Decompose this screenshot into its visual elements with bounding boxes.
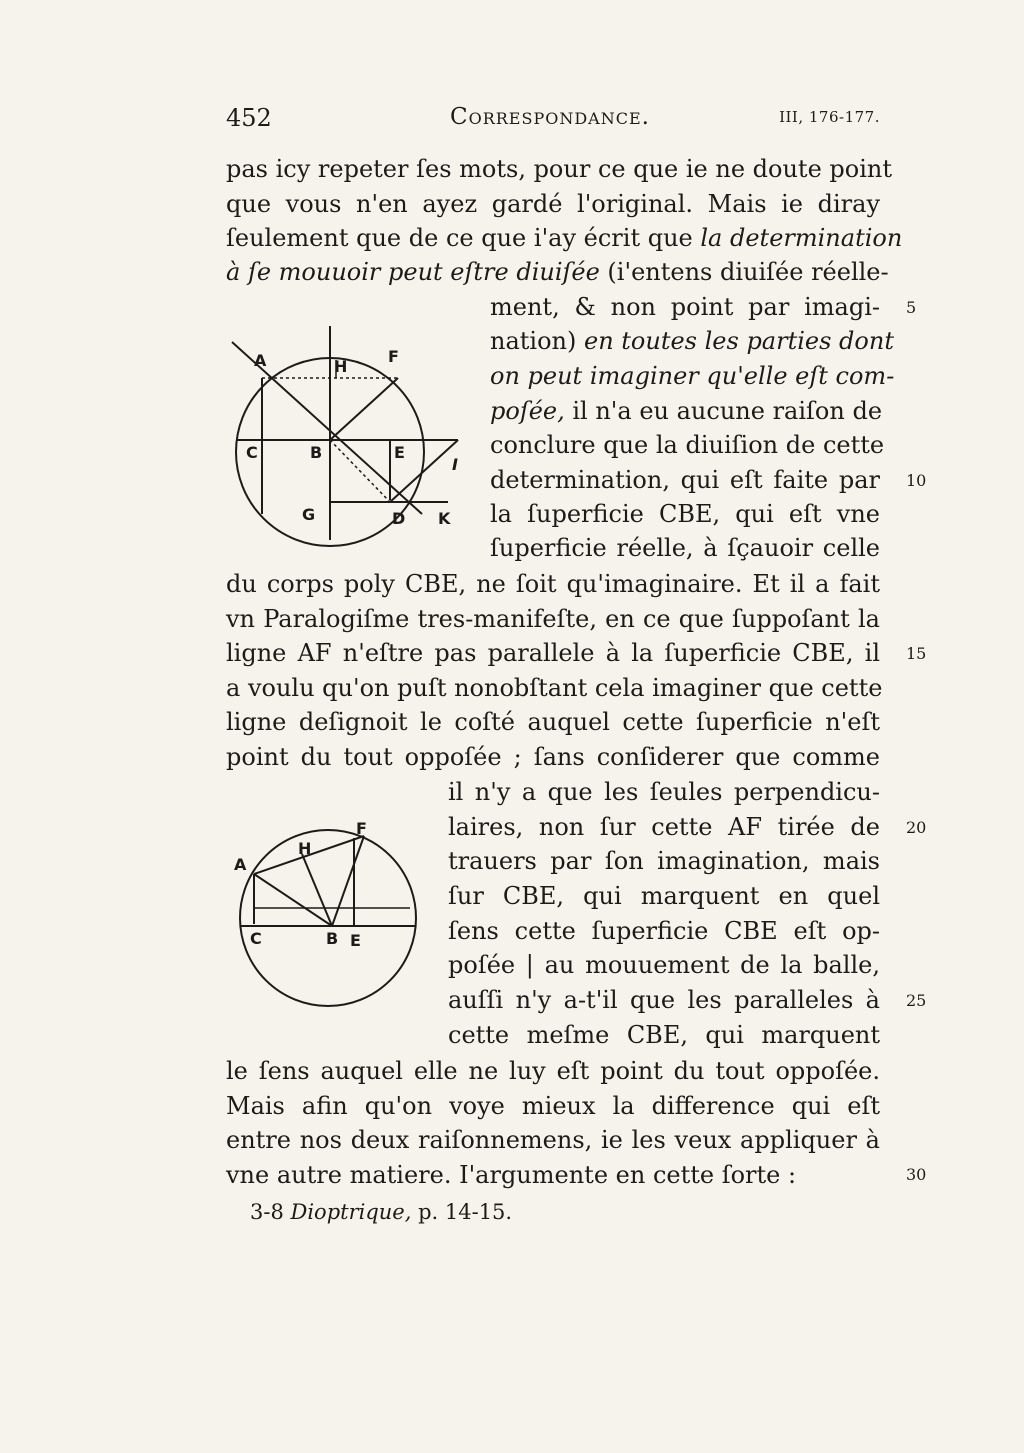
volume-reference: III, 176-177. — [779, 108, 880, 126]
running-header — [226, 104, 880, 138]
line-number: 10 — [906, 471, 927, 490]
geometric-figure-2 — [228, 814, 428, 1024]
label-e: E — [350, 931, 361, 950]
text-line: du corps poly CBE, ne ſoit qu'imaginaire. Et il a fait — [226, 570, 880, 598]
footnote-ref: 3-8 — [250, 1200, 291, 1224]
label-c: C — [250, 929, 262, 948]
text-line: Mais afin qu'on voye mieux la difference qui eſt — [226, 1092, 880, 1120]
line-number: 5 — [906, 298, 917, 317]
text-line: determination, qui eſt faite par — [490, 466, 880, 494]
label-h: H — [298, 839, 312, 858]
label-b: B — [310, 443, 323, 462]
text-line: que vous n'en ayez gardé l'original. Mais ie diray — [226, 190, 880, 218]
label-a: A — [254, 351, 267, 370]
text-line: ligne AF n'eſtre pas parallele à la ſuperficie CBE, il — [226, 639, 880, 667]
text-line: cette meſme CBE, qui marquent — [448, 1021, 880, 1049]
label-g: G — [302, 505, 316, 524]
text-span: nation) — [490, 327, 584, 355]
italic-span: poſée, — [490, 397, 565, 425]
text-line: ment, & non point par imagi- — [490, 293, 880, 321]
text-line: il n'y a que les ſeules perpendicu- — [448, 778, 880, 806]
footnote-source: Dioptrique, — [290, 1200, 412, 1224]
line-number: 15 — [906, 644, 927, 663]
running-title: Correspondance. — [450, 104, 650, 130]
line-number: 20 — [906, 818, 927, 837]
text-line — [226, 255, 889, 289]
footnote-pages: p. 14-15. — [411, 1200, 513, 1224]
text-line: le ſens auquel elle ne luy eſt point du tout oppoſée. — [226, 1057, 880, 1085]
label-h: H — [334, 357, 348, 376]
text-line: vne autre matiere. I'argumente en cette ſorte : — [226, 1161, 797, 1189]
text-line: ligne deſignoit le coſté auquel cette ſuperficie n'eſt — [226, 708, 880, 736]
text-line: a voulu qu'on puſt nonobſtant cela imaginer que cette — [226, 674, 883, 702]
text-line: conclure que la diuiſion de cette — [490, 431, 885, 459]
text-span: ſeulement que de ce que i'ay écrit que — [226, 224, 701, 252]
text-line: vn Paralogiſme tres-manifeſte, en ce que ſuppoſant la — [226, 605, 880, 633]
label-e: E — [394, 443, 405, 462]
text-line: auſſi n'y a-t'il que les paralleles à — [448, 986, 880, 1014]
text-line: ſuperficie réelle, à ſçauoir celle — [490, 534, 880, 562]
label-k: K — [438, 509, 451, 528]
text-line: trauers par ſon imagination, mais — [448, 847, 880, 875]
page-number: 452 — [226, 104, 272, 132]
text-line — [490, 359, 895, 393]
italic-span: à ſe mouuoir peut eſtre diuiſée — [226, 258, 600, 286]
italic-span: la determination — [700, 224, 903, 252]
label-b: B — [326, 929, 339, 948]
line-number: 30 — [906, 1165, 927, 1184]
label-d: D — [392, 509, 406, 528]
text-line: entre nos deux raiſonnemens, ie les veux appliquer à — [226, 1126, 880, 1154]
label-a: A — [234, 855, 247, 874]
text-line: point du tout oppoſée ; ſans conſiderer que comme — [226, 743, 880, 771]
label-f: F — [356, 819, 367, 838]
label-c: C — [246, 443, 258, 462]
text-line: ſur CBE, qui marquent en quel — [448, 882, 880, 910]
text-span: il n'a eu aucune raiſon de — [564, 397, 883, 425]
text-span: (i'entens diuiſée réelle- — [599, 258, 889, 286]
text-line: poſée | au mouuement de la balle, — [448, 951, 880, 979]
text-line: la ſuperficie CBE, qui eſt vne — [490, 500, 880, 528]
label-i: I — [452, 455, 458, 474]
geometric-figure-1 — [222, 318, 472, 548]
text-line: ſens cette ſuperficie CBE eſt op- — [448, 917, 880, 945]
text-line: pas icy repeter ſes mots, pour ce que ie ne doute point — [226, 155, 892, 183]
text-line — [490, 324, 894, 358]
text-line: laires, non ſur cette AF tirée de — [448, 813, 880, 841]
label-f: F — [388, 347, 399, 366]
italic-span: on peut imaginer qu'elle eſt com- — [490, 362, 895, 390]
footnote — [250, 1200, 512, 1224]
line-number: 25 — [906, 991, 927, 1010]
text-line — [490, 394, 883, 428]
italic-span: en toutes les parties dont — [583, 327, 894, 355]
text-line — [226, 221, 903, 255]
